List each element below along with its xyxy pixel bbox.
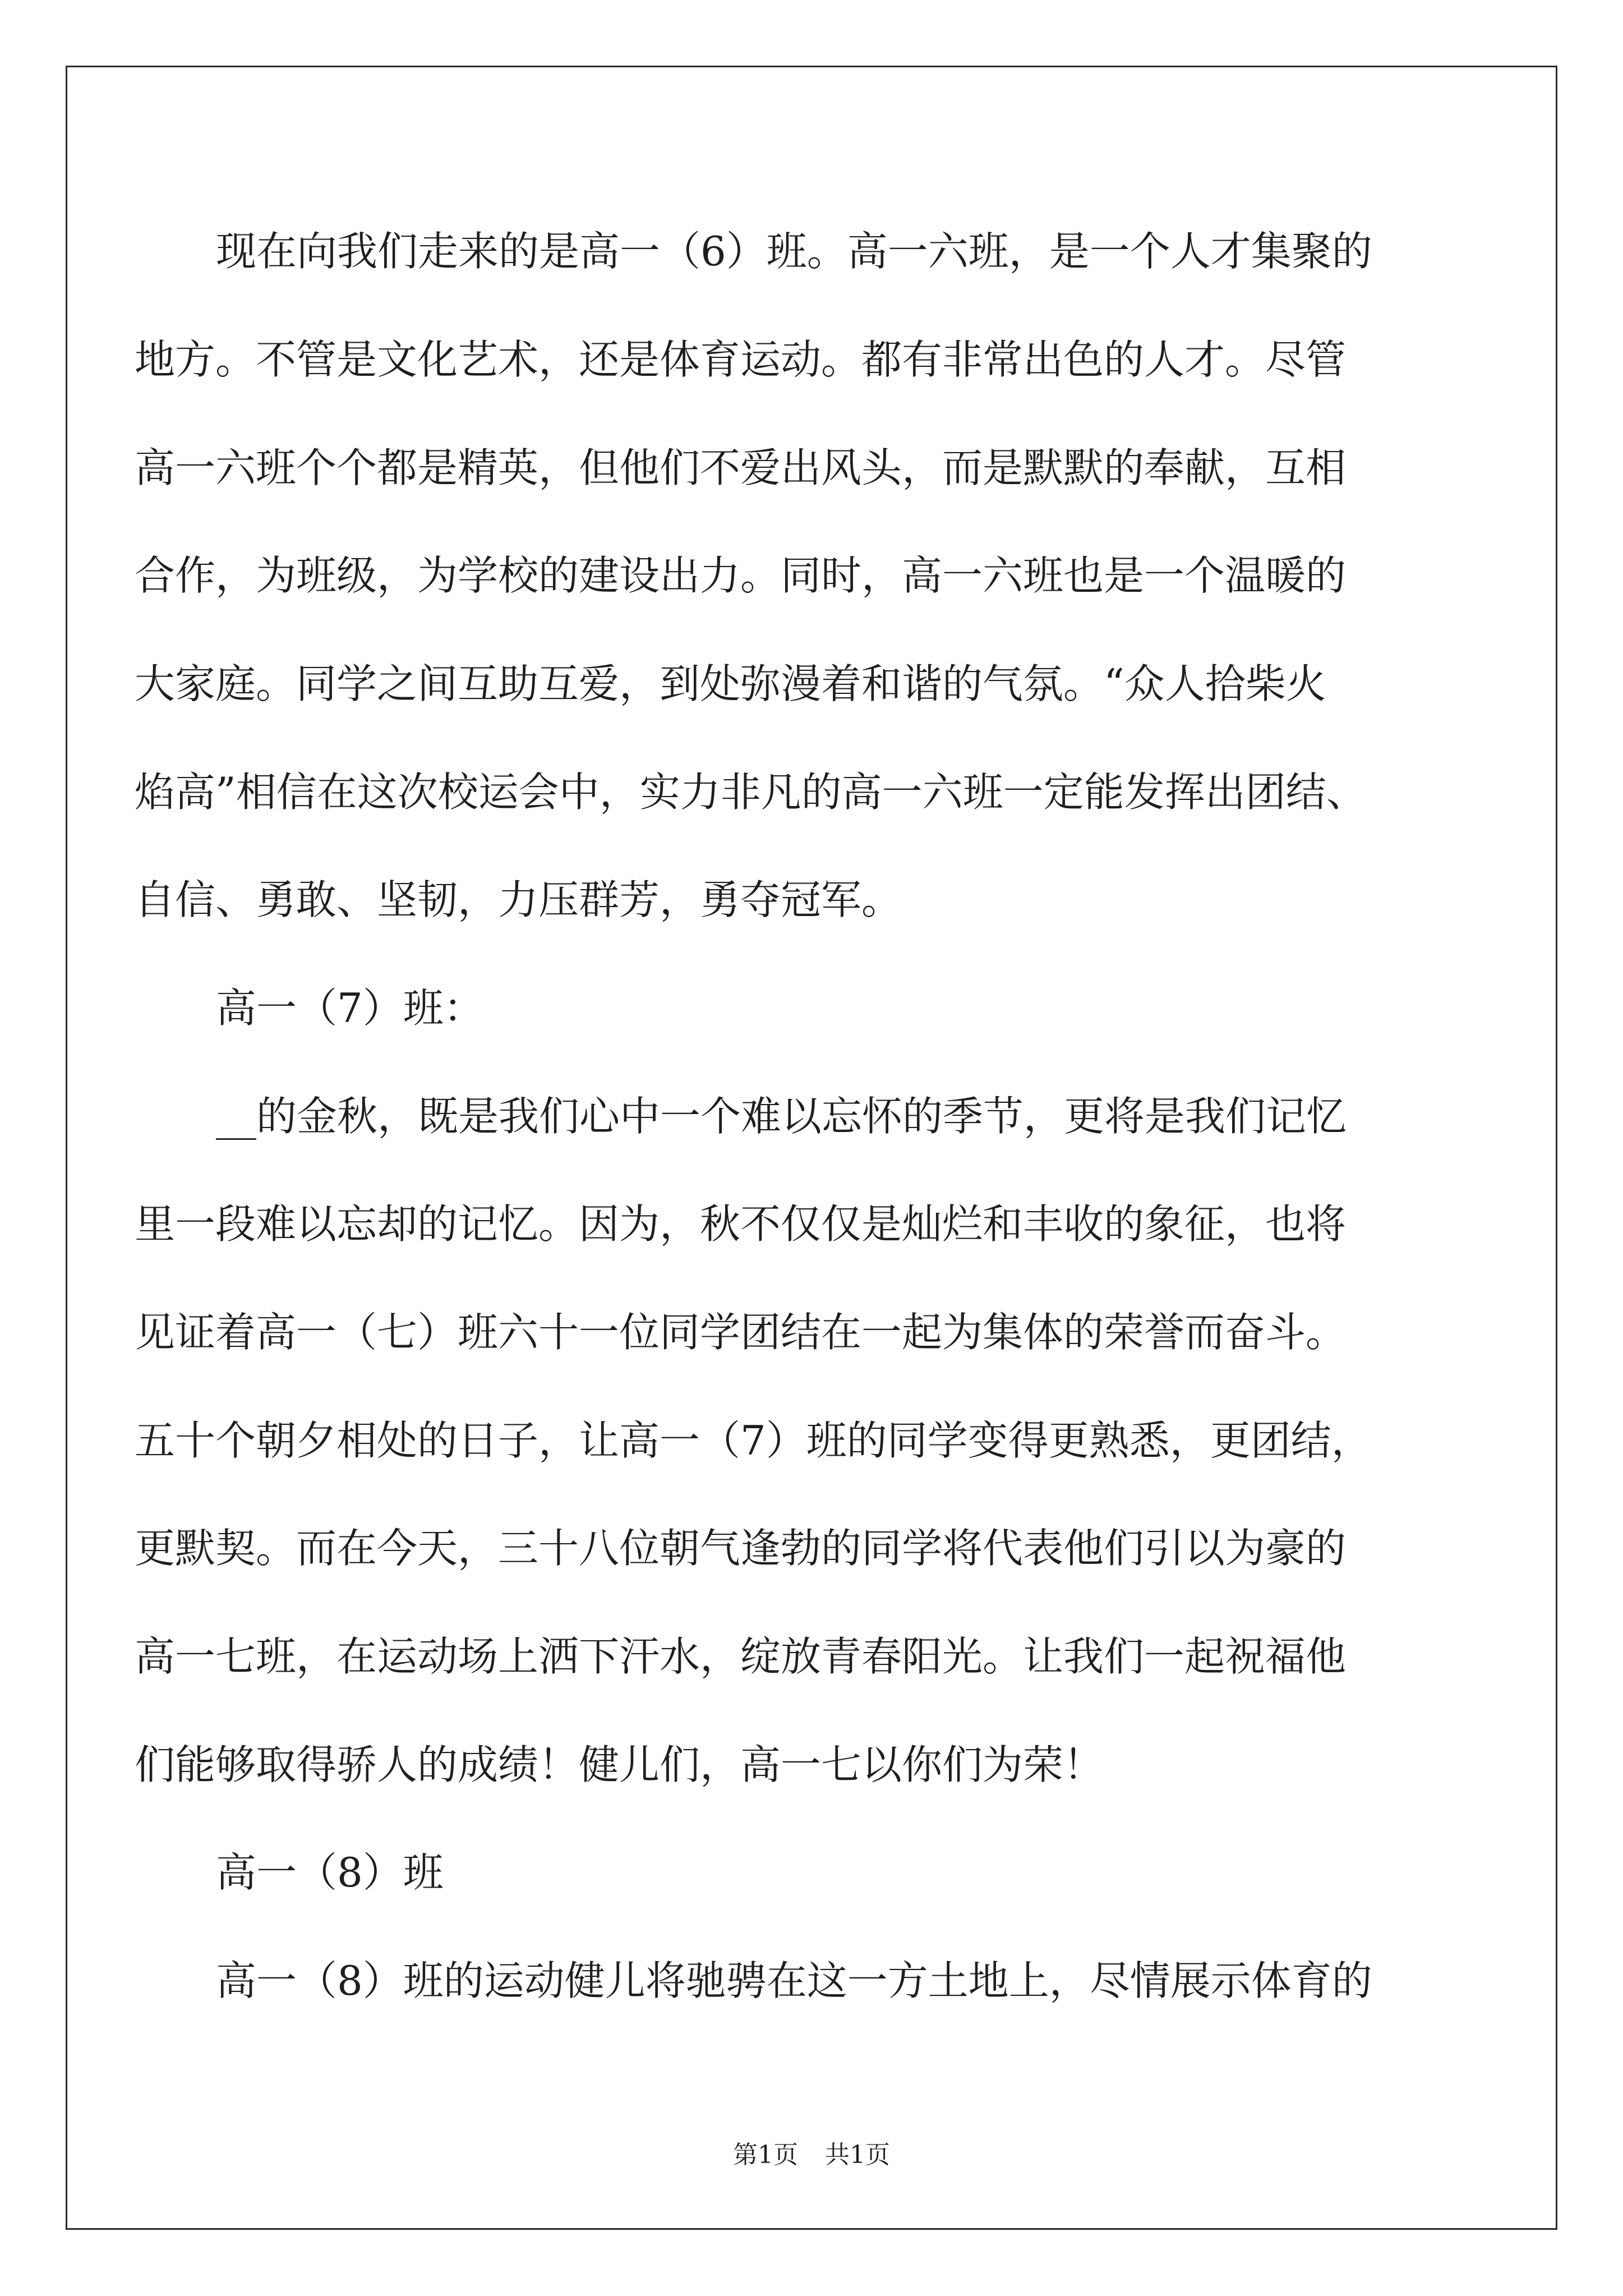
text-line: 自信、勇敢、坚韧，力压群芳，勇夺冠军。 [135,876,902,923]
text-line: 更默契。而在今天，三十八位朝气逢勃的同学将代表他们引以为豪的 [135,1525,1347,1572]
text-line: 高一六班个个都是精英，但他们不爱出风头，而是默默的奉献，互相 [135,444,1347,491]
section-heading: 高一（7）班： [216,984,484,1032]
text-line: 大家庭。同学之间互助互爱，到处弥漫着和谐的气氛。“众人拾柴火 [135,660,1326,707]
text-line: 高一七班，在运动场上洒下汗水，绽放青春阳光。让我们一起祝福他 [135,1633,1347,1680]
page-number: 第1页 [733,2141,798,2169]
page-footer [0,2143,1623,2168]
text-line: 合作，为班级，为学校的建设出力。同时，高一六班也是一个温暖的 [135,552,1347,599]
text-line: 现在向我们走来的是高一（6）班。高一六班，是一个人才集聚的 [216,228,1372,275]
text-line: 里一段难以忘却的记忆。因为，秋不仅仅是灿烂和丰收的象征，也将 [135,1200,1347,1248]
section-heading: 高一（8）班 [216,1849,444,1896]
text-line: 们能够取得骄人的成绩！健儿们，高一七以你们为荣！ [135,1741,1104,1788]
text-line: 地方。不管是文化艺术，还是体育运动。都有非常出色的人才。尽管 [135,336,1347,383]
text-line: __的金秋，既是我们心中一个难以忘怀的季节，更将是我们记忆 [216,1093,1347,1140]
text-line: 高一（8）班的运动健儿将驰骋在这一方土地上，尽情展示体育的 [216,1957,1372,2004]
text-line: 焰高”相信在这次校运会中，实力非凡的高一六班一定能发挥出团结、 [135,769,1367,816]
page-frame [66,66,1557,2230]
text-line: 见证着高一（七）班六十一位同学团结在一起为集体的荣誉而奋斗。 [135,1309,1347,1356]
text-line: 五十个朝夕相处的日子，让高一（7）班的同学变得更熟悉，更团结， [135,1417,1372,1464]
page-total: 共1页 [825,2141,890,2169]
